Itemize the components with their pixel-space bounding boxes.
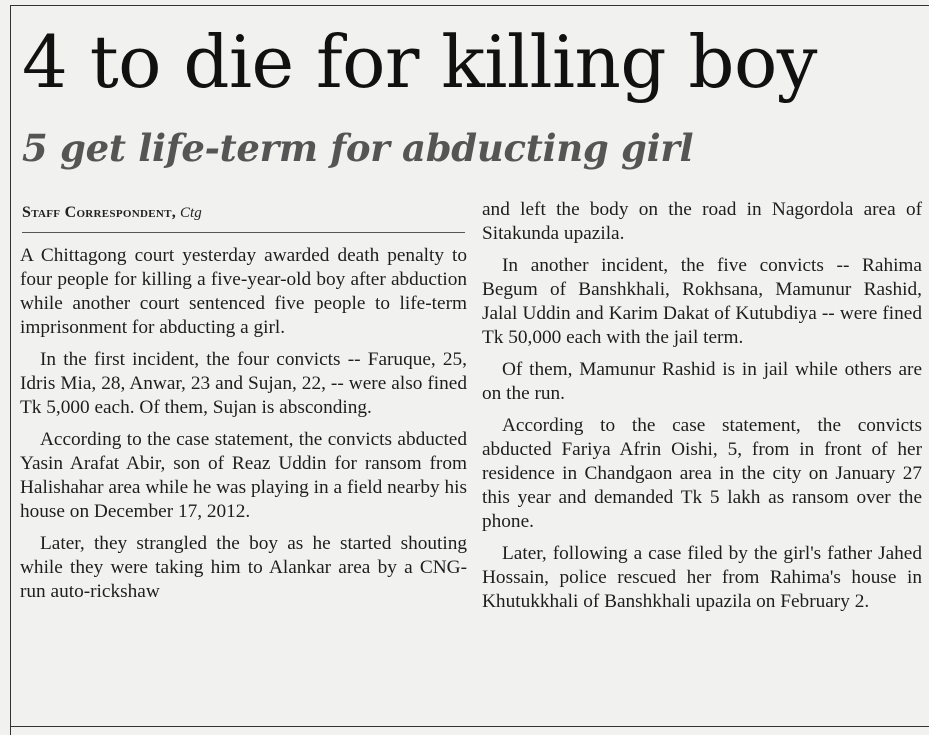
paragraph: According to the case statement, the convicts abducted Yasin Arafat Abir, son of Reaz Uddin for ransom from Halishahar area while he was playing in a field nearby his house on December 17, 2012. (20, 429, 467, 522)
headline: 4 to die for killing boy (22, 20, 817, 104)
frame-top-rule (10, 5, 929, 6)
paragraph: Later, following a case filed by the girl's father Jahed Hossain, police rescued her from Rahima's house in Khutukkhali of Banshkhali upazila on February 2. (482, 543, 922, 612)
byline-author: Staff Correspondent, (22, 204, 177, 221)
byline (22, 204, 202, 222)
frame-bottom-rule (10, 726, 929, 727)
paragraph: Of them, Mamunur Rashid is in jail while others are on the run. (482, 359, 922, 404)
byline-divider (22, 232, 465, 233)
paragraph: In another incident, the five convicts -- Rahima Begum of Banshkhali, Rokhsana, Mamunur Rashid, Jalal Uddin and Karim Dakat of Kutubdiya -- were fined Tk 50,000 each with the jail term. (482, 255, 922, 348)
subheadline: 5 get life-term for abducting girl (22, 126, 694, 170)
paragraph: According to the case statement, the convicts abducted Fariya Afrin Oishi, 5, from in front of her residence in Chandgaon area in the city on January 27 this year and demanded Tk 5 lakh as ransom over the phone. (482, 415, 922, 532)
paragraph: A Chittagong court yesterday awarded death penalty to four people for killing a five-year-old boy after abduction while another court sentenced five people to life-term imprisonment for abducting a girl. (20, 245, 467, 338)
paragraph: In the first incident, the four convicts -- Faruque, 25, Idris Mia, 28, Anwar, 23 and Sujan, 22, -- were also fined Tk 5,000 each. Of them, Sujan is absconding. (20, 349, 467, 418)
byline-location: Ctg (180, 205, 202, 221)
frame-left-rule (10, 5, 11, 735)
article-column-right (482, 198, 922, 622)
paragraph: and left the body on the road in Nagordola area of Sitakunda upazila. (482, 199, 922, 244)
paragraph: Later, they strangled the boy as he started shouting while they were taking him to Alankar area by a CNG-run auto-rickshaw (20, 533, 467, 602)
article-column-left (20, 244, 467, 612)
